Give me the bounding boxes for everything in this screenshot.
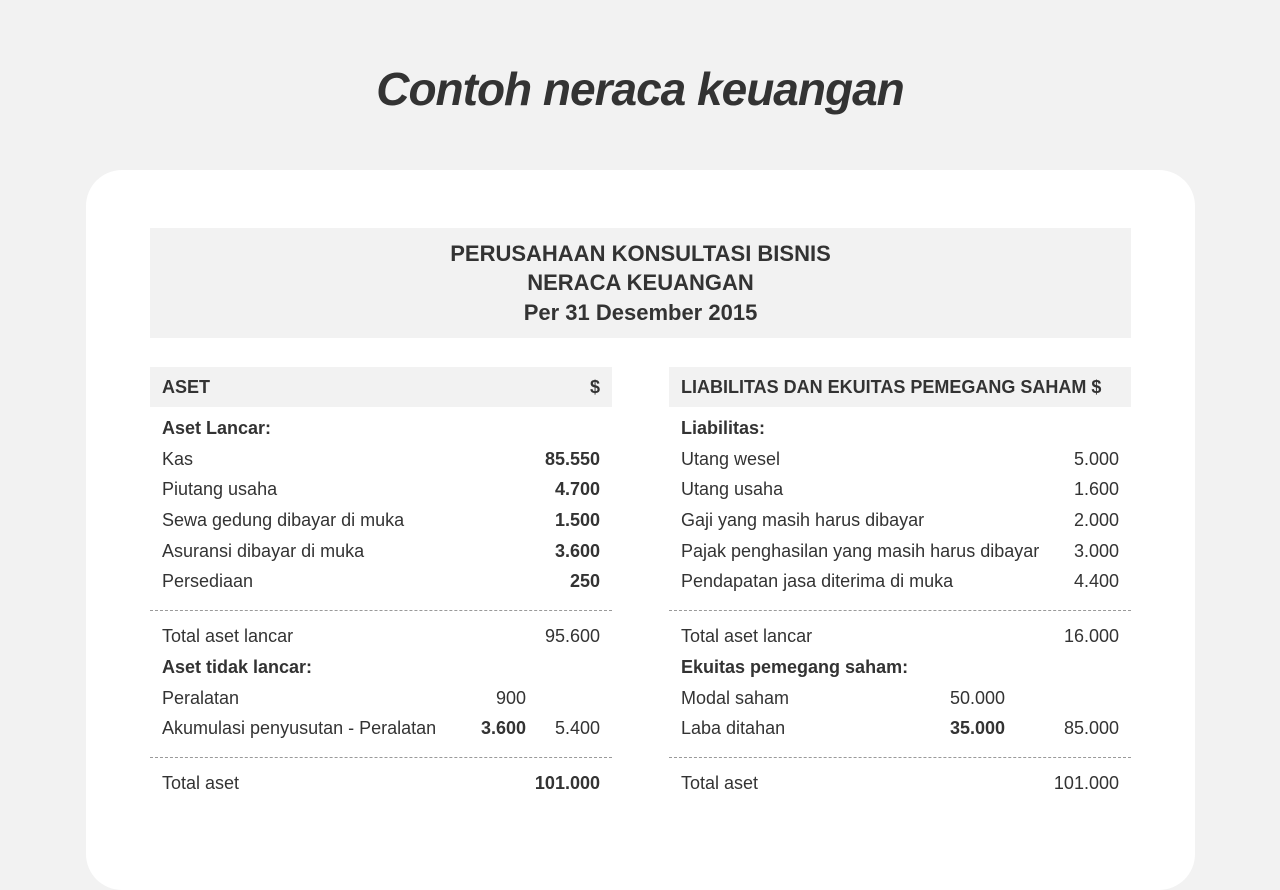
divider bbox=[150, 610, 612, 611]
assets-header-label: ASET bbox=[162, 376, 211, 397]
list-item: Piutang usaha 4.700 bbox=[162, 479, 600, 500]
page-title: Contoh neraca keuangan bbox=[376, 63, 904, 115]
list-item: Akumulasi penyusutan - Peralatan 3.600 5.400 bbox=[162, 718, 600, 739]
grand-total-row: Total aset 101.000 bbox=[681, 772, 1119, 793]
statement-header bbox=[150, 228, 1131, 338]
list-item: Modal saham 50.000 bbox=[681, 687, 1005, 708]
liabilities-header bbox=[669, 367, 1131, 407]
list-item: Utang usaha 1.600 bbox=[681, 479, 1119, 500]
statement-name: NERACA KEUANGAN bbox=[527, 270, 754, 296]
company-name: PERUSAHAAN KONSULTASI BISNIS bbox=[450, 240, 831, 266]
list-item: Kas 85.550 bbox=[162, 448, 600, 469]
list-item: Pendapatan jasa diterima di muka 4.400 bbox=[681, 571, 1119, 592]
divider bbox=[669, 757, 1131, 758]
list-item: Sewa gedung dibayar di muka 1.500 bbox=[162, 510, 600, 531]
list-item: Laba ditahan 35.000 85.000 bbox=[681, 718, 1119, 739]
list-item: Persediaan 250 bbox=[162, 571, 600, 592]
liabilities-header-label: LIABILITAS DAN EKUITAS PEMEGANG SAHAM $ bbox=[681, 376, 1102, 397]
list-item: Asuransi dibayar di muka 3.600 bbox=[162, 540, 600, 561]
list-item: Gaji yang masih harus dibayar 2.000 bbox=[681, 510, 1119, 531]
list-item: Peralatan 900 bbox=[162, 687, 526, 708]
statement-date: Per 31 Desember 2015 bbox=[523, 299, 758, 325]
currency-label: $ bbox=[589, 376, 600, 397]
section-heading: Ekuitas pemegang saham: bbox=[681, 656, 909, 677]
section-heading: Aset Lancar: bbox=[162, 418, 272, 438]
total-row: Total aset lancar 95.600 bbox=[162, 626, 600, 647]
divider bbox=[150, 757, 612, 758]
assets-header bbox=[150, 367, 612, 407]
section-heading: Liabilitas: bbox=[681, 418, 766, 438]
list-item: Pajak penghasilan yang masih harus dibayar 3.000 bbox=[681, 540, 1119, 561]
section-heading: Aset tidak lancar: bbox=[162, 656, 313, 677]
liabilities-column bbox=[669, 367, 1131, 799]
list-item: Utang wesel 5.000 bbox=[681, 448, 1119, 469]
grand-total-row: Total aset 101.000 bbox=[162, 772, 600, 793]
assets-column bbox=[150, 367, 612, 799]
divider bbox=[669, 610, 1131, 611]
total-row: Total aset lancar 16.000 bbox=[681, 626, 1119, 647]
